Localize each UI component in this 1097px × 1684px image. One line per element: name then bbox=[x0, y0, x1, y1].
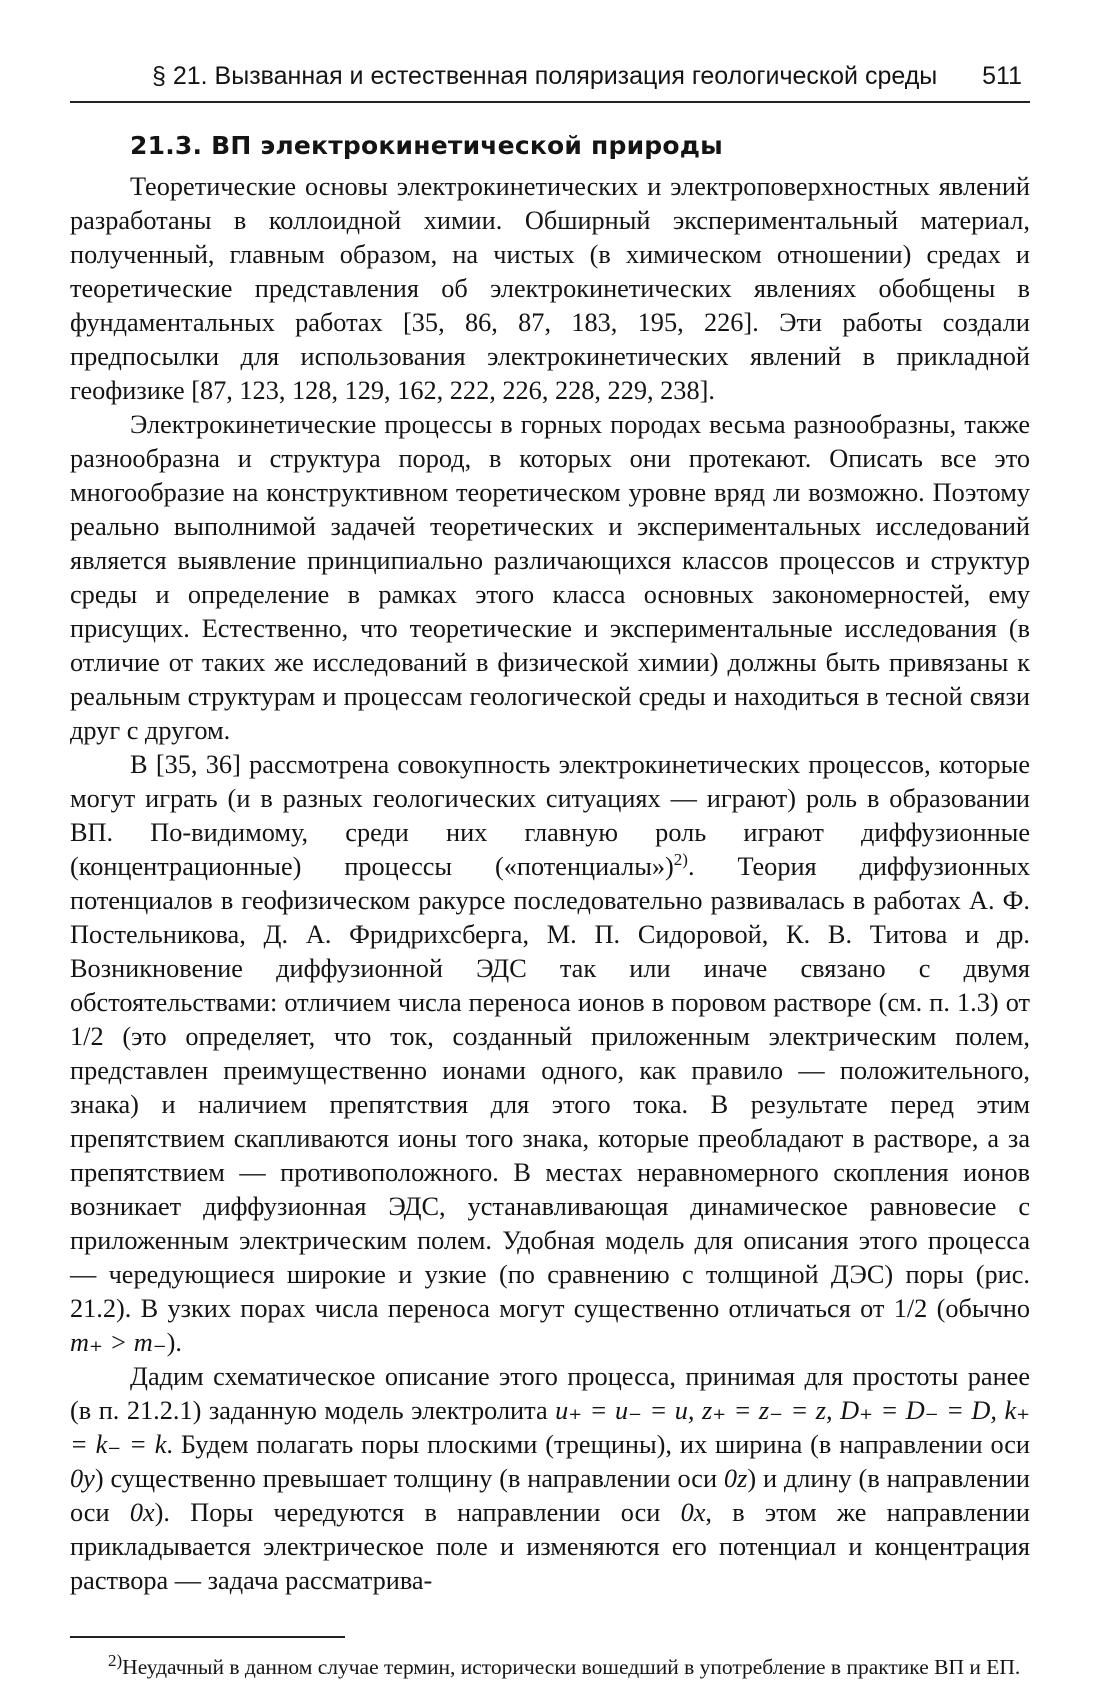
paragraph-1: Теоретические основы электрокинетических и электроповерхностных явлений разработаны в коллоидной химии. Обширный экспериментальный материал, полученный, главным образом, на чистых (в химическом отношении) средах и теоретические представления об электрокинетических явлениях обобщены в фундаментальных работах [35, 86, 87, 183, 195, 226]. Эти работы создали предпосылки для использования электрокинетических явлений в прикладной геофизике [87, 123, 128, 129, 162, 222, 226, 228, 229, 238]. bbox=[70, 172, 1030, 405]
inline-math-axis-x: 0x bbox=[129, 1498, 155, 1527]
body-text bbox=[70, 170, 1030, 1598]
paragraph-4 bbox=[70, 1360, 1030, 1598]
inline-math-axis-z: 0z bbox=[723, 1464, 748, 1493]
footnote bbox=[70, 1652, 1030, 1682]
paragraph-4-part-c: ) существенно превышает толщину (в направлении оси bbox=[94, 1464, 724, 1493]
inline-math-axis-x-second: 0x bbox=[680, 1498, 706, 1527]
section-heading: 21.3. ВП электрокинетической природы bbox=[130, 131, 723, 160]
inline-math-transfer-numbers: m₊ > m₋ bbox=[70, 1328, 167, 1357]
paragraph-3-part-b: . Теория диффузионных потенциалов в геофизическом ракурсе последовательно развивалась в работах А. Ф. Постельникова, Д. А. Фридрихсберга, М. П. Сидоровой, К. В. Титова и др. Возникновение диффузионной ЭДС так или иначе связано с двумя обстоятельствами: отличием числа переноса ионов в поровом растворе (см. п. 1.3) от 1/2 (это определяет, что ток, созданный приложенным электрическим полем, представлен преимущественно ионами одного, как правило — положительного, знака) и наличием препятствия для этого тока. В результате перед этим препятствием скапливаются ионы того знака, которые преобладают в растворе, а за препятствием — противоположного. В местах неравномерного скопления ионов возникает диффузионная ЭДС, устанавливающая динамическое равновесие с приложенным электрическим полем. Удобная модель для описания этого процесса — чередующиеся широкие и узкие (по сравнению с толщиной ДЭС) поры (рис. 21.2). В узких порах числа переноса могут существенно отличаться от 1/2 (обычно bbox=[70, 852, 1030, 1323]
paragraph-3-part-c: ). bbox=[166, 1328, 182, 1357]
footnote-text: Неудачный в данном случае термин, исторически вошедший в употребление в практике ВП и ЕП. bbox=[122, 1655, 1021, 1679]
paragraph-4-part-d: ) и длину (в направлении оси bbox=[70, 1464, 1030, 1527]
inline-math-electrolyte-model: u₊ = u₋ = u, z₊ = z₋ = z, D₊ = D₋ = D, k₊ = k₋ = k bbox=[70, 1396, 1030, 1459]
inline-math-axis-y: 0y bbox=[70, 1464, 95, 1493]
page bbox=[70, 62, 1030, 1682]
paragraph-3 bbox=[70, 748, 1030, 1360]
running-head bbox=[70, 62, 1030, 103]
paragraph-3-part-a: В [35, 36] рассмотрена совокупность электрокинетических процессов, которые могут играть (и в разных геологических ситуациях — играют) роль в образовании ВП. По-видимому, среди них главную роль играют диффузионные (концентрационные) процессы («потенциалы») bbox=[70, 750, 1030, 881]
paragraph-4-part-b: . Будем полагать поры плоскими (трещины), их ширина (в направлении оси bbox=[166, 1430, 1031, 1459]
footnote-mark: 2) bbox=[108, 1650, 123, 1670]
paragraph-2: Электрокинетические процессы в горных породах весьма разнообразны, также разнообразна и структура пород, в которых они протекают. Описать все это многообразие на конструктивном теоретическом уровне вряд ли возможно. Поэтому реально выполнимой задачей теоретических и экспериментальных исследований является выявление принципиально различающихся классов процессов и структур среды и определение в рамках этого класса основных закономерностей, ему присущих. Естественно, что теоретические и экспериментальные исследования (в отличие от таких же исследований в физической химии) должны быть привязаны к реальным структурам и процессам геологической среды и находиться в тесной связи друг с другом. bbox=[70, 410, 1030, 745]
footnote-reference[interactable]: 2) bbox=[673, 850, 688, 870]
paragraph-4-part-e: ). Поры чередуются в направлении оси bbox=[154, 1498, 681, 1527]
running-head-title: § 21. Вызванная и естественная поляризация геологической среды bbox=[152, 62, 938, 90]
footnote-divider bbox=[70, 1636, 345, 1638]
page-number: 511 bbox=[982, 62, 1022, 90]
paragraph-4-part-f: , в этом же направлении прикладывается электрическое поле и изменяются его потенциал и концентрация раствора — задача рассматрива- bbox=[70, 1498, 1030, 1595]
paragraph-4-part-a: Дадим схематическое описание этого процесса, принимая для простоты ранее (в п. 21.2.1) заданную модель электролита bbox=[70, 1362, 1030, 1425]
